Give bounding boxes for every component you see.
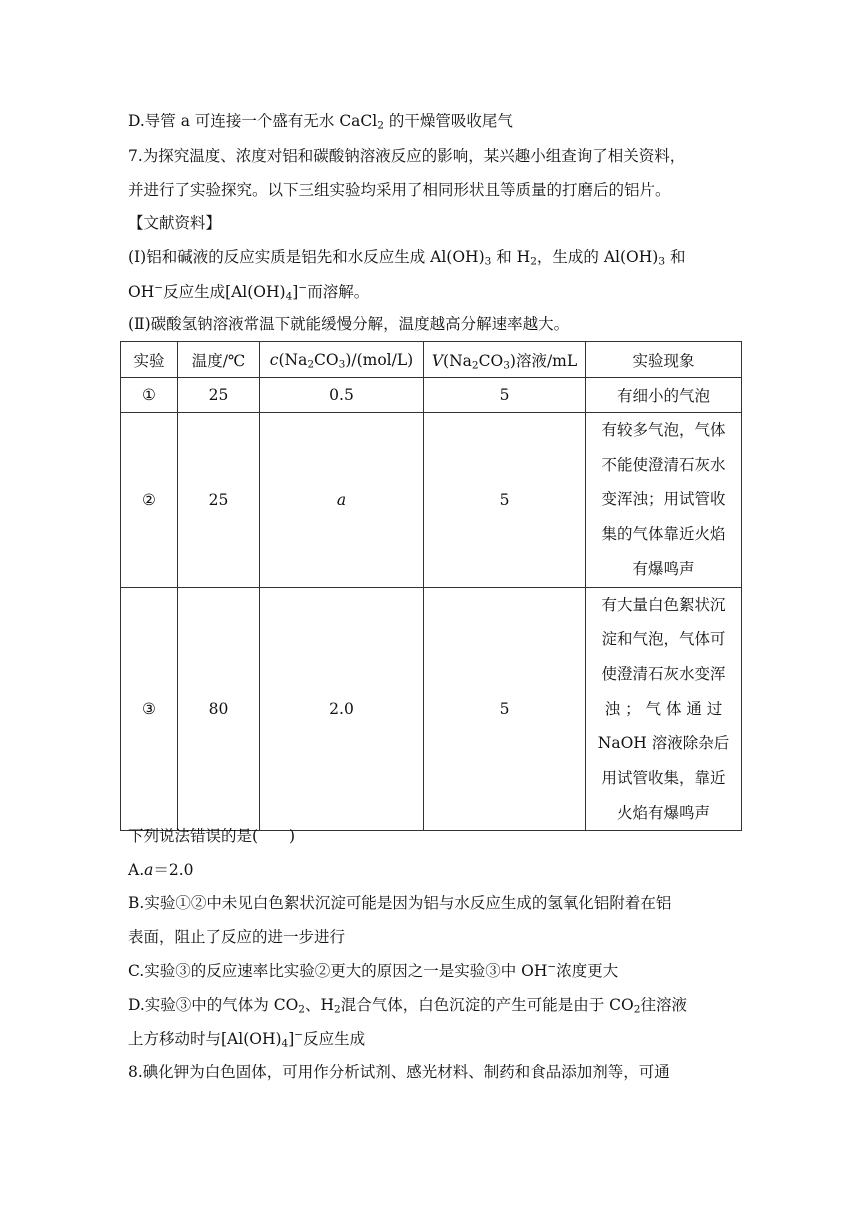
cell-conc: 0.5 [260, 378, 424, 413]
table-row [121, 413, 742, 588]
option-a: A.a＝2.0 [128, 861, 194, 879]
cell-conc: a [260, 413, 424, 588]
option-d-prev: D.导管 a 可连接一个盛有无水 CaCl$_2$ 的干燥管吸收尾气 [128, 112, 513, 132]
cell-id: ② [121, 413, 178, 588]
option-b-line1: B.实验①②中未见白色絮状沉淀可能是因为铝与水反应生成的氢氧化铝附着在铝 [128, 894, 672, 912]
cell-conc: 2.0 [260, 587, 424, 831]
table-header-row [121, 342, 742, 378]
ref-title: 【文献资料】 [128, 214, 222, 232]
header-volume: $V(Na_2CO_3)$溶液/mL [424, 342, 586, 378]
experiment-table [120, 341, 742, 831]
cell-observation: 有较多气泡，气体 不能使澄清石灰水 变浑浊；用试管收 集的气体靠近火焰 有爆鸣声 [586, 413, 742, 588]
header-concentration: $c(Na_2CO_3)/(mol/L)$ [260, 342, 424, 378]
header-observation: 实验现象 [586, 342, 742, 378]
ref1-line1: (Ⅰ)铝和碱液的反应实质是铝先和水反应生成 $Al(OH)_3$ 和 $H_2$，生成的 $Al(OH)_3$ 和 [128, 248, 686, 268]
q7-stem-line2: 并进行了实验探究。以下三组实验均采用了相同形状且等质量的打磨后的铝片。 [128, 181, 671, 199]
table-row [121, 378, 742, 413]
option-c: C.实验③的反应速率比实验②更大的原因之一是实验③中 OH−浓度更大 [128, 961, 619, 980]
option-d-line2: 上方移动时与$[Al(OH)_4]^-$反应生成 [128, 1029, 366, 1050]
option-d-line1: D.实验③中的气体为 $CO_2$、$H_2$混合气体，白色沉淀的产生可能是由于 $CO_2$往溶液 [128, 996, 687, 1016]
cell-vol: 5 [424, 587, 586, 831]
cell-id: ① [121, 378, 178, 413]
ref1-line2: OH−反应生成$[Al(OH)_4]^-$而溶解。 [128, 282, 370, 303]
q7-stem-line1: 7.为探究温度、浓度对铝和碳酸钠溶液反应的影响，某兴趣小组查询了相关资料， [128, 147, 686, 165]
cell-id: ③ [121, 587, 178, 831]
question-line: 下列说法错误的是( ) [128, 827, 296, 845]
q8-stem: 8.碘化钾为白色固体，可用作分析试剂、感光材料、制药和食品添加剂等，可通 [128, 1063, 670, 1081]
cell-observation: 有细小的气泡 [586, 378, 742, 413]
header-temperature: 温度/℃ [178, 342, 260, 378]
header-experiment: 实验 [121, 342, 178, 378]
cell-temp: 25 [178, 413, 260, 588]
option-b-line2: 表面，阻止了反应的进一步进行 [128, 928, 346, 946]
cell-vol: 5 [424, 378, 586, 413]
cell-temp: 80 [178, 587, 260, 831]
cell-temp: 25 [178, 378, 260, 413]
cell-observation: 有大量白色絮状沉 淀和气泡，气体可 使澄清石灰水变浑 浊 ； 气 体 通 过 NaOH 溶液除杂后 用试管收集，靠近 火焰有爆鸣声 [586, 587, 742, 831]
table-row [121, 587, 742, 831]
cell-vol: 5 [424, 413, 586, 588]
ref2-line: (Ⅱ)碳酸氢钠溶液常温下就能缓慢分解，温度越高分解速率越大。 [128, 315, 570, 333]
